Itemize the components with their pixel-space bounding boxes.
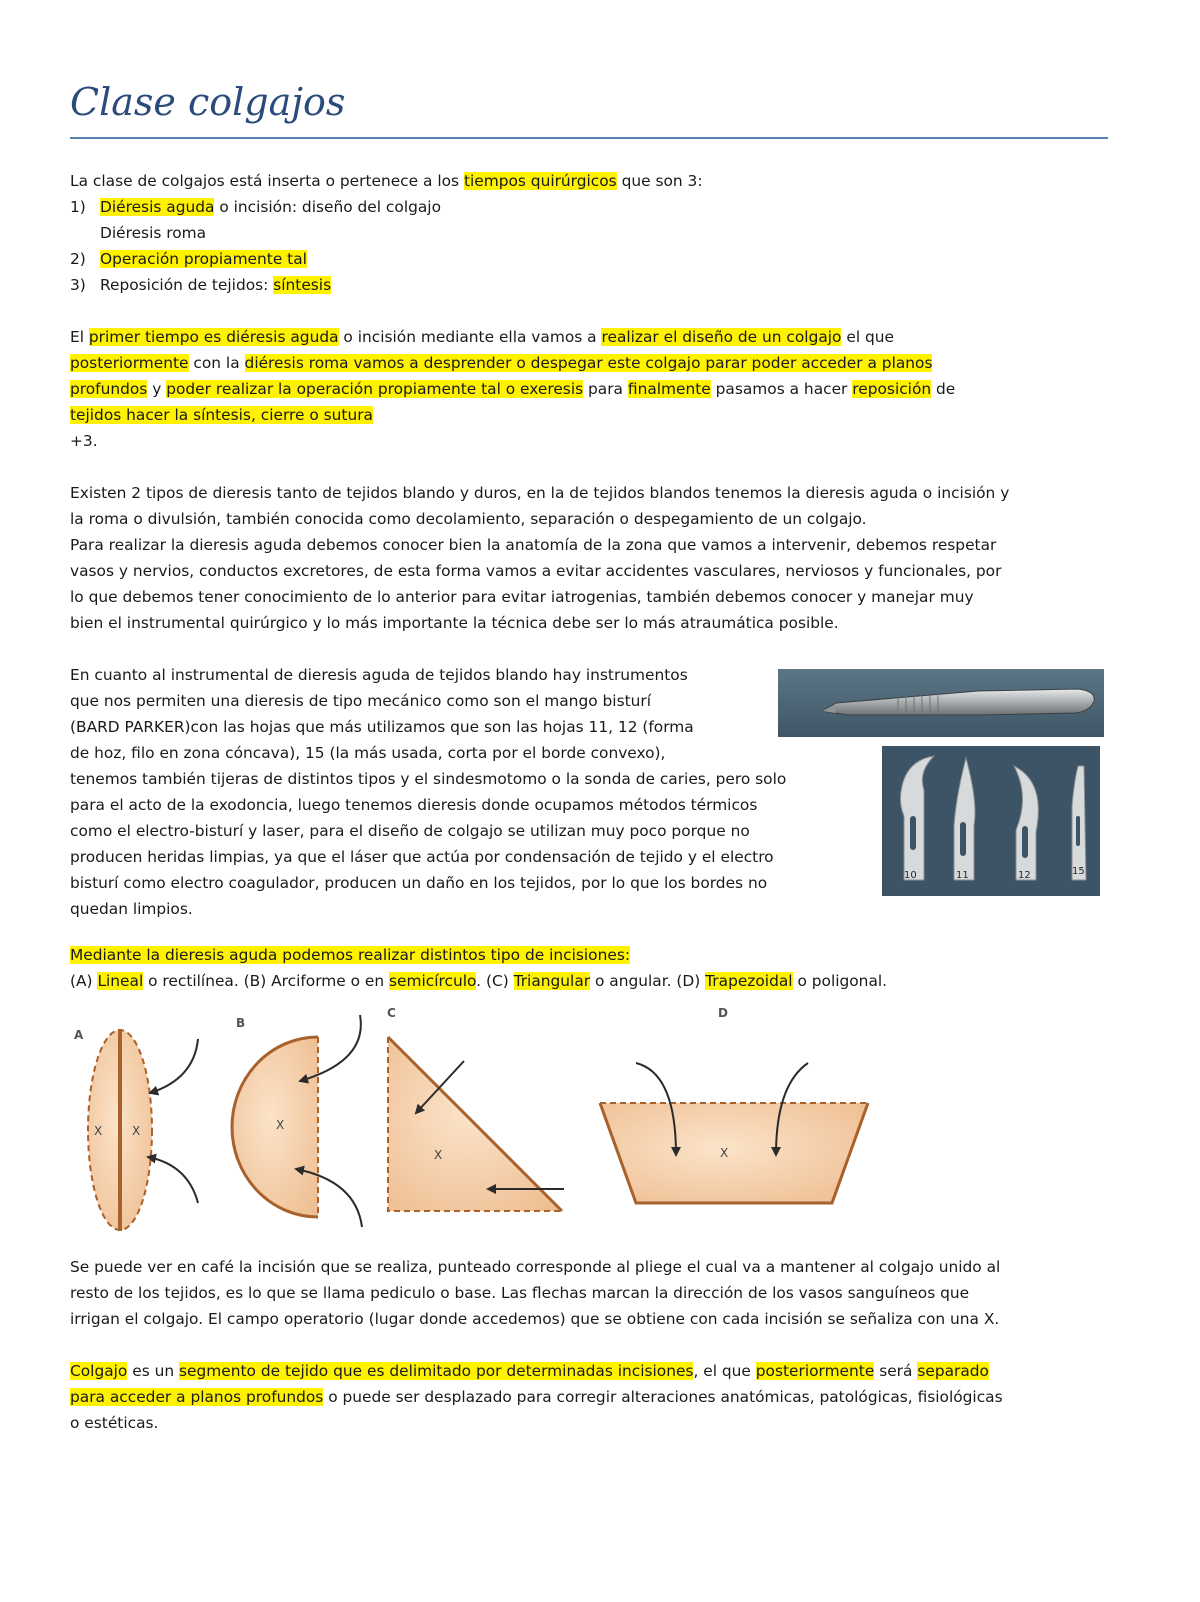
list-item [70,272,331,298]
text-run: o angular. (D) [590,972,706,990]
paragraph-line: bisturí como electro coagulador, producen un daño en los tejidos, por lo que los bordes no [70,874,768,892]
paragraph-line [70,1358,989,1384]
list-text: o incisión: diseño del colgajo [214,198,441,216]
text-run: es un [127,1362,180,1380]
intro-text-end: que son 3: [616,172,703,190]
list-item [70,246,307,272]
paragraph-line: quedan limpios. [70,900,193,918]
highlight-run: Lineal [97,972,144,990]
blade-number-label: 10 [904,870,917,881]
field-mark: X [132,1124,141,1138]
paragraph-line: tenemos también tijeras de distintos tipos y el sindesmotomo o la sonda de caries, pero solo [70,770,787,788]
highlight-run: diéresis roma vamos a desprender o despegar este colgajo parar poder acceder a planos [244,354,933,372]
field-mark: X [720,1146,729,1160]
text-run: para [583,380,628,398]
field-mark: X [434,1148,443,1162]
incision-d-trapezoidal [600,1063,868,1203]
highlight-run: para acceder a planos profundos [70,1388,324,1406]
text-run: El [70,328,89,346]
incisions-heading [70,942,630,968]
highlight-run: realizar el diseño de un colgajo [601,328,842,346]
paragraph-line [70,324,894,350]
text-run: (A) [70,972,98,990]
list-highlight: Diéresis aguda [100,198,215,216]
highlight-run: Triangular [513,972,591,990]
list-item [70,194,441,220]
text-run: de [931,380,956,398]
paragraph-line: de hoz, filo en zona cóncava), 15 (la más usada, corta por el borde convexo), [70,744,666,762]
paragraph-line: Se puede ver en café la incisión que se realiza, punteado corresponde al pliege el cual va a mantener al colgajo unido al [70,1258,1001,1276]
figure-label-b: B [236,1016,246,1030]
highlight-run: finalmente [627,380,711,398]
intro-text: La clase de colgajos está inserta o pertenece a los [70,172,464,190]
highlight-run: profundos [70,380,148,398]
paragraph-line: lo que debemos tener conocimiento de lo anterior para evitar iatrogenias, también debemos conocer y manejar muy [70,588,974,606]
list-highlight: síntesis [273,276,332,294]
highlight-run: Trapezoidal [705,972,793,990]
highlight-run: reposición [852,380,932,398]
list-number: 1) [70,198,86,216]
incision-b-arciforme [232,1015,362,1227]
highlight-run: posteriormente [70,354,189,372]
list-number: 2) [70,250,86,268]
text-run: , el que [693,1362,756,1380]
page-title: Clase colgajos [70,80,346,124]
list-item [70,220,206,246]
text-run: o poligonal. [792,972,888,990]
highlight-run: primer tiempo es diéresis aguda [88,328,339,346]
highlight-run: semicírculo [389,972,477,990]
field-mark: X [276,1118,285,1132]
text-run: pasamos a hacer [710,380,853,398]
paragraph-line [70,1384,1003,1410]
highlight-run: tejidos hacer la síntesis, cierre o sutura [70,406,373,424]
figure-label-c: C [387,1006,396,1020]
scalpel-handle-image [778,669,1104,737]
incision-c-triangular [388,1037,564,1211]
text-run: o incisión mediante ella vamos a [338,328,602,346]
figure-label-a: A [74,1028,84,1042]
paragraph-line: como el electro-bisturí y laser, para el diseño de colgajo se utilizan muy poco porque no [70,822,750,840]
text-run: o puede ser desplazado para corregir alteraciones anatómicas, patológicas, fisiológicas [323,1388,1003,1406]
highlight-run: segmento de tejido que es delimitado por determinadas incisiones [179,1362,694,1380]
text-run: será [874,1362,918,1380]
paragraph-line: resto de los tejidos, es lo que se llama pediculo o base. Las flechas marcan la dirección de los vasos sanguíneos que [70,1284,970,1302]
paragraph-line: que nos permiten una dieresis de tipo mecánico como son el mango bisturí [70,692,651,710]
paragraph-line [70,350,932,376]
paragraph-line: +3. [70,432,98,450]
field-mark: X [94,1124,103,1138]
scalpel-blades-image [882,746,1100,896]
incision-a-lineal [88,1029,198,1231]
incisions-list [70,968,887,994]
paragraph-line: vasos y nervios, conductos excretores, de esta forma vamos a evitar accidentes vasculares, nerviosos y funcionales, por [70,562,1002,580]
highlight-run: Colgajo [70,1362,128,1380]
intro-highlight: tiempos quirúrgicos [463,172,617,190]
figure-label-d: D [718,1006,728,1020]
highlight-run: Mediante la dieresis aguda podemos realizar distintos tipo de incisiones: [70,946,631,964]
paragraph-line: En cuanto al instrumental de dieresis aguda de tejidos blando hay instrumentos [70,666,688,684]
text-run: y [147,380,167,398]
blade-number-label: 12 [1018,870,1031,881]
incisions-figure [64,1005,924,1237]
paragraph-line: Existen 2 tipos de dieresis tanto de tejidos blando y duros, en la de tejidos blandos tenemos la dieresis aguda o incisión y [70,484,1010,502]
paragraph-line [70,376,955,402]
paragraph-line: irrigan el colgajo. El campo operatorio (lugar donde accedemos) que se obtiene con cada incisión se señaliza con una X. [70,1310,1000,1328]
title-underline [70,137,1108,139]
list-text: Reposición de tejidos: [100,276,274,294]
highlight-run: posteriormente [755,1362,875,1380]
paragraph-line: o estéticas. [70,1414,159,1432]
list-highlight: Operación propiamente tal [100,250,307,268]
text-run: con la [188,354,245,372]
paragraph-line: bien el instrumental quirúrgico y lo más importante la técnica debe ser lo más atraumática posible. [70,614,839,632]
blade-number-label: 11 [956,870,969,881]
list-text: Diéresis roma [100,224,207,242]
highlight-run: poder realizar la operación propiamente tal o exeresis [166,380,584,398]
blade-number-label: 15 [1072,866,1085,877]
highlight-run: separado [917,1362,989,1380]
paragraph-line: para el acto de la exodoncia, luego tenemos dieresis donde ocupamos métodos térmicos [70,796,758,814]
paragraph-line: producen heridas limpias, ya que el láser que actúa por condensación de tejido y el electro [70,848,774,866]
text-run: o rectilínea. (B) Arciforme o en [143,972,390,990]
paragraph-line: (BARD PARKER)con las hojas que más utilizamos que son las hojas 11, 12 (forma [70,718,694,736]
paragraph-line: Para realizar la dieresis aguda debemos conocer bien la anatomía de la zona que vamos a intervenir, debemos respetar [70,536,997,554]
paragraph-line: la roma o divulsión, también conocida como decolamiento, separación o despegamiento de un colgajo. [70,510,867,528]
text-run: el que [841,328,894,346]
intro-line [70,168,703,194]
text-run: . (C) [476,972,514,990]
list-number: 3) [70,276,86,294]
paragraph-line [70,402,373,428]
